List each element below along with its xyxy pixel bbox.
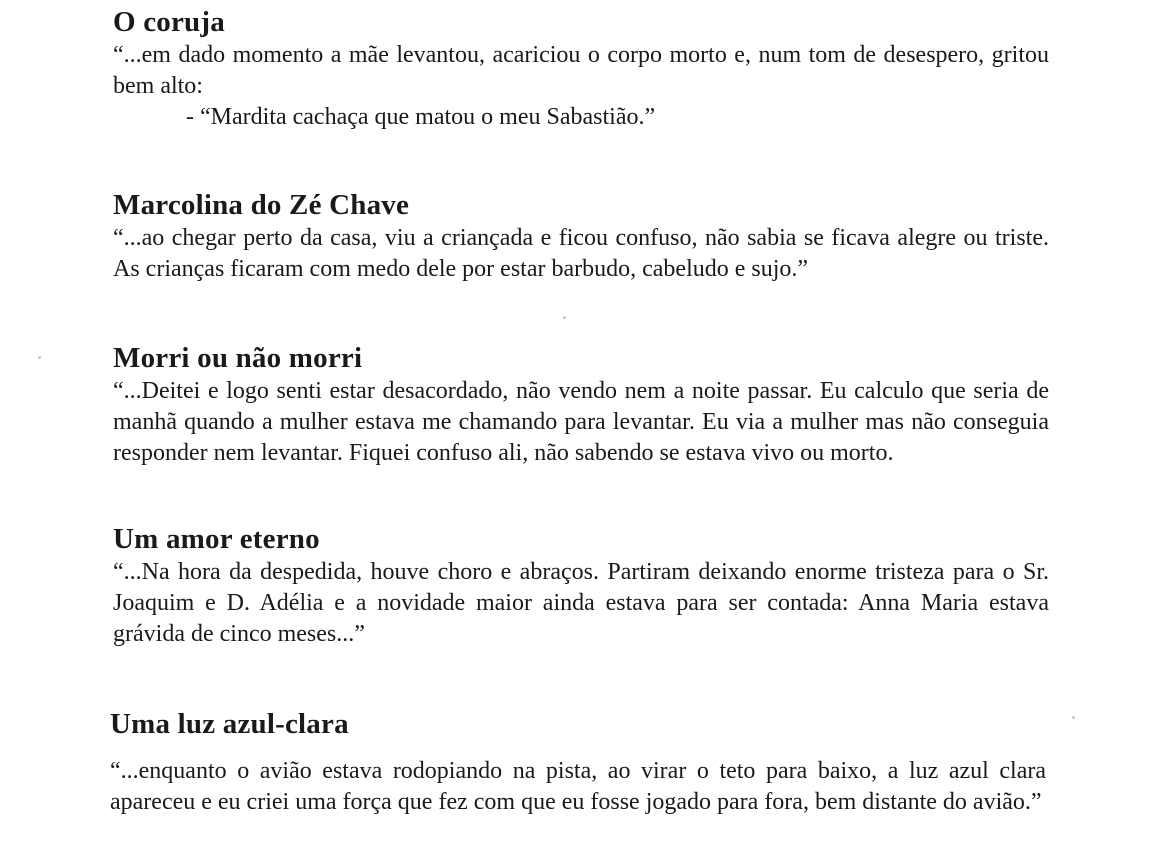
section-title: Uma luz azul-clara xyxy=(110,708,349,740)
section-excerpt: “...enquanto o avião estava rodopiando na pista, ao virar o teto para baixo, a luz azul clara apareceu e eu criei uma força que fez com que eu fosse jogado para fora, bem distante do avião.” xyxy=(110,758,1046,815)
section-o-coruja xyxy=(113,6,1049,133)
section-title: Morri ou não morri xyxy=(113,342,363,374)
section-morri-ou-nao-morri xyxy=(113,342,1049,469)
scan-speck xyxy=(1072,716,1075,719)
section-title: Marcolina do Zé Chave xyxy=(113,189,410,221)
section-uma-luz-azul-clara xyxy=(110,708,1046,818)
section-excerpt: “...em dado momento a mãe levantou, acariciou o corpo morto e, num tom de desespero, gritou bem alto: xyxy=(113,42,1049,99)
section-excerpt: “...Deitei e logo senti estar desacordado, não vendo nem a noite passar. Eu calculo que seria de manhã quando a mulher estava me chamando para levantar. Eu via a mulher mas não conseguia responder nem levantar. Fiquei confuso ali, não sabendo se estava vivo ou morto. xyxy=(113,378,1049,466)
section-um-amor-eterno xyxy=(113,523,1049,650)
section-quote: - “Mardita cachaça que matou o meu Sabastião.” xyxy=(186,104,656,130)
section-excerpt: “...Na hora da despedida, houve choro e abraços. Partiram deixando enorme tristeza para o Sr. Joaquim e D. Adélia e a novidade maior ainda estava para ser contada: Anna Maria estava grávida de cinco meses...” xyxy=(113,559,1049,647)
scan-speck xyxy=(38,356,41,359)
scan-speck xyxy=(563,316,566,319)
section-excerpt: “...ao chegar perto da casa, viu a criançada e ficou confuso, não sabia se ficava alegre ou triste. As crianças ficaram com medo dele por estar barbudo, cabeludo e sujo.” xyxy=(113,225,1049,282)
section-title: Um amor eterno xyxy=(113,523,320,555)
section-marcolina-do-ze-chave xyxy=(113,189,1049,285)
section-title: O coruja xyxy=(113,6,225,38)
